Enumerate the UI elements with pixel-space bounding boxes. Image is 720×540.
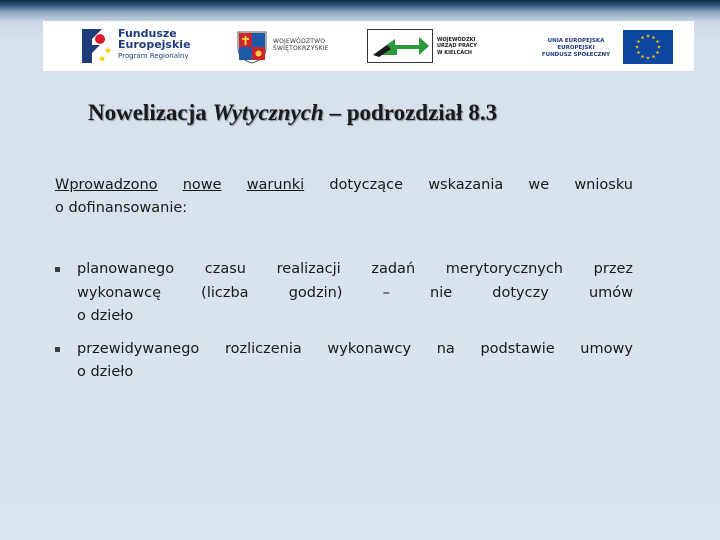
bullet-line: o dzieło (77, 308, 134, 324)
bullet-line (77, 258, 633, 282)
wup-text (437, 37, 477, 56)
fe-logo-line2: Europejskie (118, 38, 191, 51)
bullet-line (77, 338, 633, 362)
bullet-word: na (436, 340, 455, 357)
intro-word: wniosku (574, 177, 633, 193)
bullet-line: o dzieło (77, 364, 134, 380)
intro-paragraph (55, 174, 633, 220)
bullet-word: nie (430, 284, 453, 301)
bullet-word: planowanego (77, 261, 175, 277)
intro-word: nowe (182, 177, 222, 193)
bullet-list (55, 258, 633, 385)
bullet-word: rozliczenia (224, 340, 302, 357)
wojewodztwo-line1: WOJEWÓDZTWO (273, 38, 326, 45)
fe-logo-line1: Fundusze (118, 27, 177, 40)
bullet-word: czasu (204, 261, 246, 277)
ue-text (531, 38, 621, 59)
bullet-square-icon (55, 267, 60, 272)
bullet-word: wykonawcę (77, 284, 162, 301)
bullet-word: umowy (580, 340, 633, 357)
intro-word: dotyczące (329, 177, 404, 193)
wup-line1: WOJEWÓDZKI (437, 37, 476, 43)
intro-word: wskazania (428, 177, 504, 193)
wojewodztwo-text (273, 39, 329, 53)
fe-logo-line3: Program Regionalny (118, 52, 189, 60)
bullet-word: godzin) (288, 284, 343, 301)
intro-line-2: o dofinansowanie: (55, 200, 188, 216)
bullet-line (77, 282, 633, 306)
wup-line3: W KIELCACH (437, 49, 472, 56)
coat-of-arms-icon (235, 30, 269, 64)
page-title (88, 100, 497, 126)
intro-line-1 (55, 174, 633, 197)
ue-line3: FUNDUSZ SPOŁECZNY (541, 51, 611, 58)
intro-word: Wprowadzono (55, 177, 158, 193)
fundusze-europejskie-logo (76, 21, 196, 71)
title-part-1: Nowelizacja (88, 100, 213, 125)
bullet-word: zadań (371, 261, 416, 277)
bullet-word: przewidywanego (77, 340, 200, 357)
bullet-square-icon (55, 347, 60, 352)
bullet-word: dotyczy (492, 284, 549, 301)
intro-word: we (528, 177, 550, 193)
bullet-word: podstawie (480, 340, 555, 357)
list-item (55, 338, 633, 385)
title-part-2: – podrozdział 8.3 (323, 100, 498, 125)
wup-line2: URZĄD PRACY (437, 43, 477, 50)
bullet-word: przez (593, 261, 633, 277)
bullet-word: realizacji (276, 261, 341, 277)
bullet-word: (liczba (201, 284, 249, 301)
list-item (55, 258, 633, 329)
wup-logo (365, 21, 495, 71)
eu-flag-icon (623, 30, 673, 64)
unia-europejska-logo (531, 21, 671, 71)
fe-emblem-icon (76, 21, 116, 71)
intro-word: warunki (246, 177, 305, 193)
ue-line2: EUROPEJSKI (557, 44, 595, 51)
wojewodztwo-logo (233, 21, 343, 71)
wup-arrow-icon (367, 29, 433, 63)
wojewodztwo-line2: ŚWIĘTOKRZYSKIE (273, 44, 329, 52)
bullet-word: umów (588, 284, 633, 301)
fe-logo-text (118, 28, 191, 60)
bullet-word: merytorycznych (445, 261, 564, 277)
bullet-word: wykonawcy (327, 340, 412, 357)
logo-bar (43, 21, 694, 71)
title-italic: Wytycznych (212, 100, 324, 125)
ue-line1: UNIA EUROPEJSKA (547, 38, 605, 44)
bullet-word: – (382, 284, 390, 301)
